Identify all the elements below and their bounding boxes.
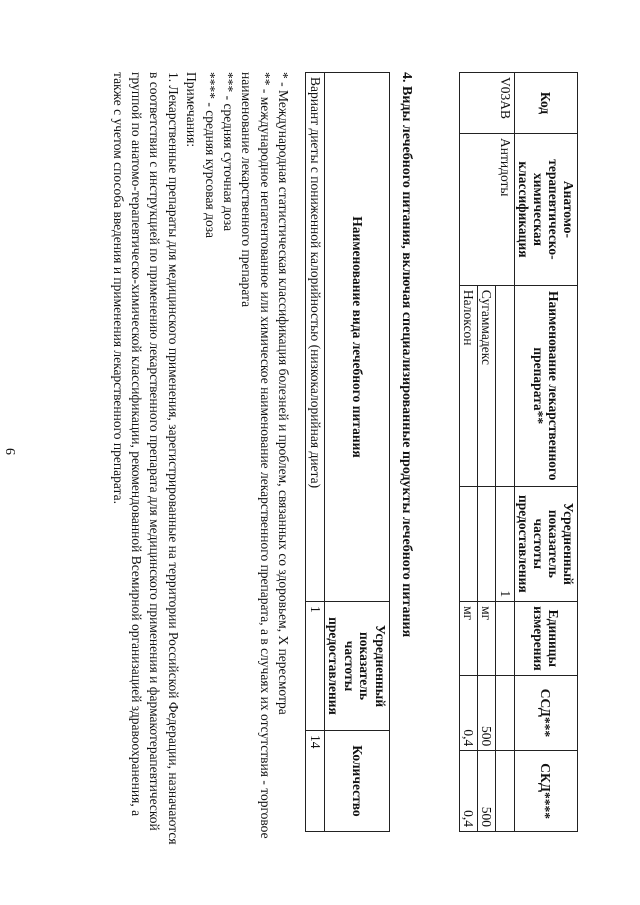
header-diet-frequency: Усредненный показатель частоты предоставления <box>324 602 389 731</box>
footnotes-block <box>108 72 292 852</box>
drug-name-cell: Сугаммадекс <box>478 285 496 486</box>
empty-cell <box>460 486 478 601</box>
table-row <box>306 73 325 832</box>
skd-cell: 0,4 <box>460 751 478 832</box>
header-frequency: Усредненный показатель частоты предоставления <box>514 486 577 601</box>
footnote: ** - международное непатентованное или химическое наименование лекарственного препарата, а в случаях их отсутствия - торговое наименование лекарственного препарата <box>239 72 273 839</box>
header-quantity: Количество <box>324 731 389 832</box>
empty-cell <box>496 602 514 676</box>
section-4-title: 4. Виды лечебного питания, включая специализированные продукты лечебного питания <box>399 72 414 638</box>
diet-table <box>305 72 390 832</box>
drug-name-cell: Налоксон <box>460 285 478 486</box>
footnote: * - Международная статистическая классификация болезней и проблем, связанных со здоровьем, X пересмотра <box>276 72 291 715</box>
page-number: 9 <box>4 448 19 455</box>
header-unit: Единицы измерения <box>514 602 577 676</box>
footnote: **** - средняя курсовая доза <box>202 72 218 239</box>
header-drug-name: Наименование лекарственного препарата** <box>514 285 577 486</box>
diet-quantity-cell: 14 <box>306 731 325 832</box>
unit-cell: мг <box>478 602 496 676</box>
diet-frequency-cell: 1 <box>306 602 325 731</box>
group-frequency-cell: 1 <box>496 486 514 601</box>
ssd-cell: 0,4 <box>460 675 478 751</box>
note: 1. Лекарственные препараты для медицинского применения, зарегистрированные на территории Российской Федерации, назначаются в соответствии с инструкцией по применению лекарственного препарата для медицинского применения и фармакотерапевтической группой по анатомо-терапевтическо-химической классификации, рекомендованной Всемирной организацией здравоохранения, а также с учетом способа введения и применения лекарственного препарата. <box>110 72 181 845</box>
empty-cell <box>478 486 496 601</box>
drug-table-header-row <box>514 73 577 832</box>
header-ssd: ССД*** <box>514 675 577 751</box>
empty-cell <box>496 675 514 751</box>
footnote: *** - средняя суточная доза <box>220 72 236 232</box>
header-diet-name: Наименование вида лечебного питания <box>324 73 389 602</box>
skd-cell: 500 <box>478 751 496 832</box>
header-code: Код <box>514 73 577 134</box>
notes-title: Примечания: <box>184 72 200 148</box>
unit-cell: мг <box>460 602 478 676</box>
group-code-cell: V03AB <box>460 73 514 134</box>
empty-cell <box>496 285 514 486</box>
diet-name-cell: Вариант диеты с пониженной калорийностью (низкокалорийная диета) <box>306 73 325 602</box>
drug-table <box>459 72 578 832</box>
empty-cell <box>496 751 514 832</box>
table-row <box>496 73 514 832</box>
ssd-cell: 500 <box>478 675 496 751</box>
diet-table-header-row <box>324 73 389 832</box>
header-atc: Анатомо-терапевтическо-химическая классификация <box>514 133 577 285</box>
group-atc-cell: Антидоты <box>460 133 514 285</box>
header-skd: СКД**** <box>514 751 577 832</box>
